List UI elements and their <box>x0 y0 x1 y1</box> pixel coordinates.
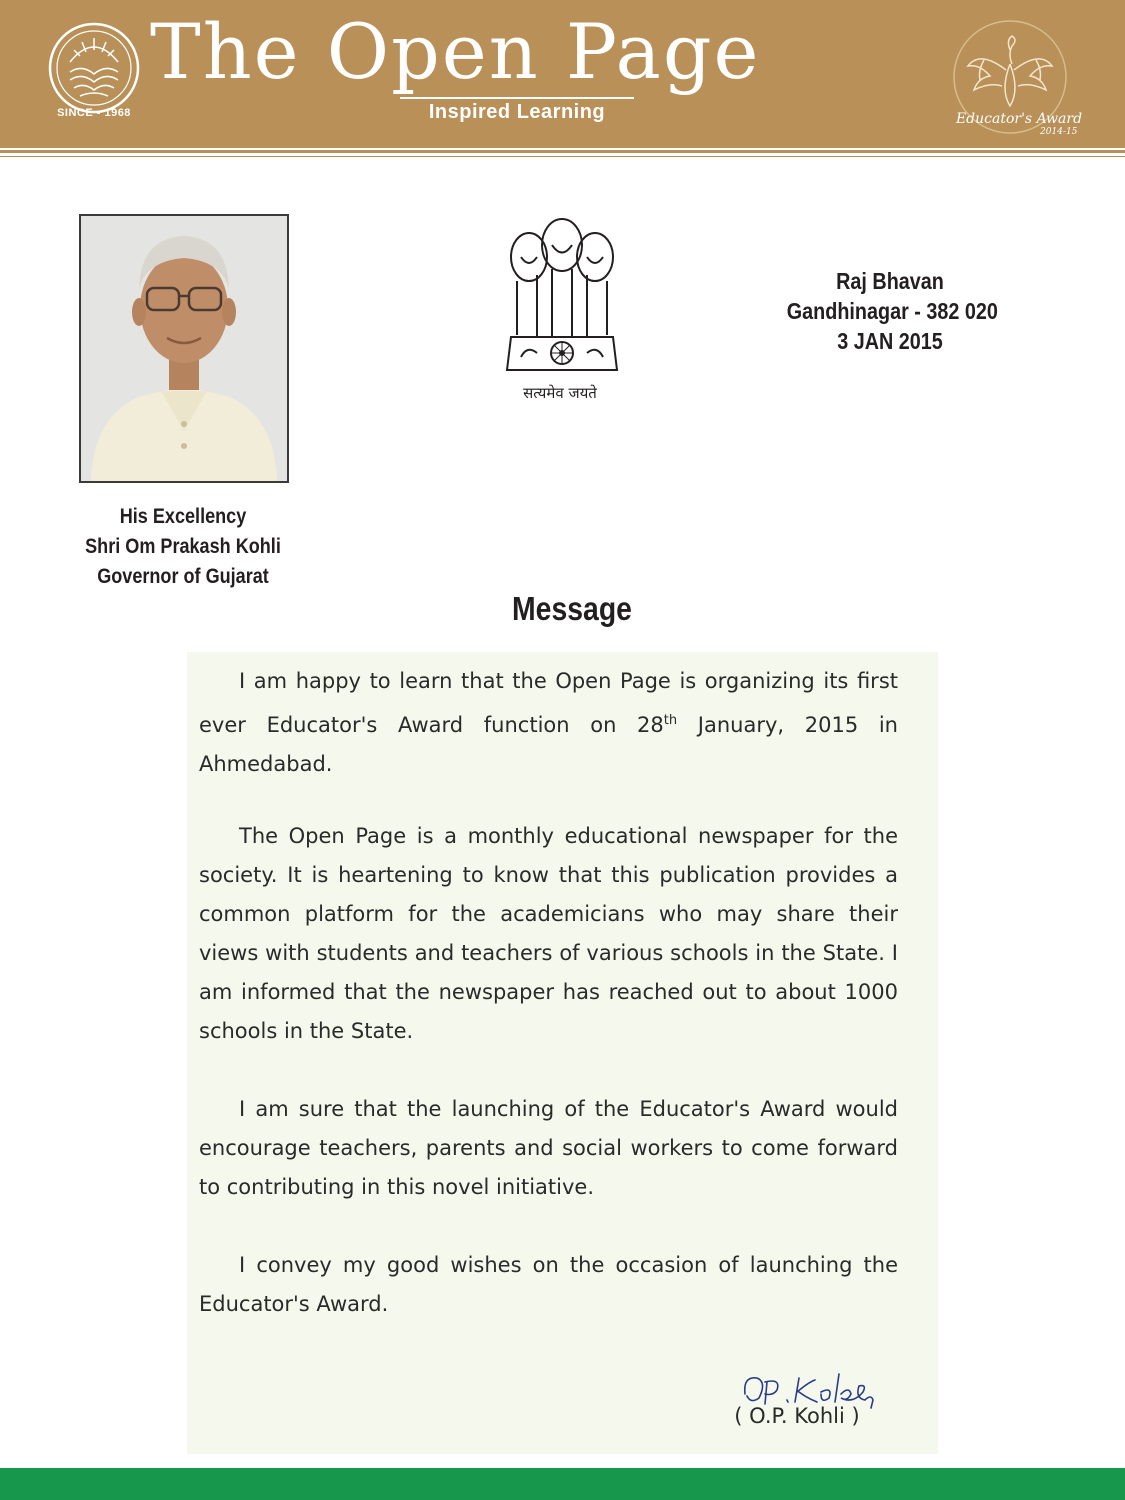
caption-office: Governor of Gujarat <box>97 565 269 588</box>
brand-title: The Open Page <box>150 7 761 96</box>
emblem-motto: सत्यमेव जयते <box>523 384 597 402</box>
national-emblem-icon <box>497 205 627 380</box>
message-paragraph-2: The Open Page is a monthly educational newspaper for the society. It is heartening to know that this publication provides a common platform for the academicians who may share their views with students and teachers of various schools in the State. I am informed that the newspaper has reached out to about 1000 schools in the State. <box>199 824 898 1043</box>
p1-text-before: I am happy to learn that the Open Page is organizing its first ever Educator's Award function on 28 <box>199 669 898 737</box>
masthead-rule-thin <box>0 156 1125 157</box>
signature-name: ( O.P. Kohli ) <box>734 1404 860 1428</box>
tagline: Inspired Learning <box>400 97 634 125</box>
message-paragraph-1 <box>199 662 898 784</box>
governor-portrait <box>79 214 289 483</box>
open-page-logo-icon <box>48 22 140 114</box>
award-label: Educator's Award <box>955 111 1083 127</box>
message-paragraph-4: I convey my good wishes on the occasion of launching the Educator's Award. <box>199 1253 898 1316</box>
governor-caption <box>60 502 306 592</box>
caption-name: Shri Om Prakash Kohli <box>85 535 281 558</box>
message-title: Message <box>512 590 632 627</box>
p1-text-after: January, 2015 in Ahmedabad. <box>199 713 898 776</box>
award-year: 2014-15 <box>1040 127 1078 137</box>
address-line-city: Gandhinagar - 382 020 <box>786 298 998 324</box>
address-line-date: 3 JAN 2015 <box>837 328 943 354</box>
sender-address <box>786 266 998 356</box>
address-line-office: Raj Bhavan <box>836 268 944 294</box>
masthead-rule <box>0 150 1125 153</box>
message-paragraph-3: I am sure that the launching of the Educator's Award would encourage teachers, parents and social workers to come forward to contributing in this novel initiative. <box>199 1097 898 1199</box>
footer-bar <box>0 1468 1125 1500</box>
caption-honorific: His Excellency <box>119 505 247 528</box>
p1-ordinal-suffix: th <box>663 713 678 728</box>
portrait-image <box>81 216 287 481</box>
since-label: SINCE - 1968 <box>57 107 131 119</box>
message-letter <box>187 652 938 1454</box>
